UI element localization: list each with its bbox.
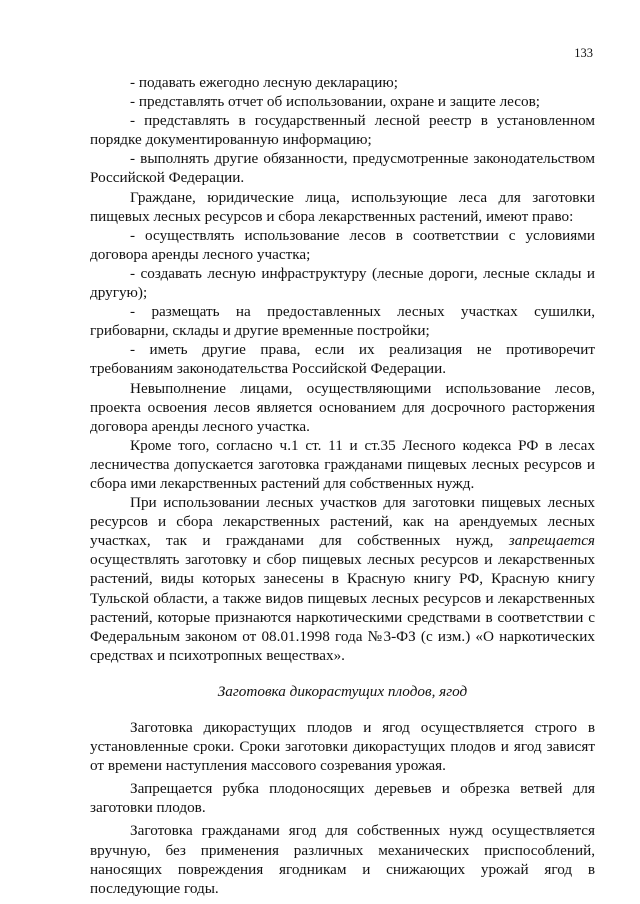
list-item-declaration: - подавать ежегодно лесную декларацию; (130, 74, 398, 91)
restriction-text-after: осуществлять заготовку и сбор пищевых лесных ресурсов и лекарственных растений, виды которых занесены в Красную книгу РФ, Красную книгу Тульской области, а также видов пищевых лесных ресурсов и лекарственных растений, которые признаются наркотическими средствами в соответствии с Федеральным законом от 08.01.1998 года №3-ФЗ (с изм.) «О наркотических средствах и психотропных веществах». (90, 551, 595, 664)
list-item-report: - представлять отчет об использовании, охране и защите лесов; (130, 93, 540, 111)
restriction-emphasis: запрещается (508, 532, 595, 550)
list-item-registry: - представлять в государственный лесной реестр в установленном порядке документированную информацию; (90, 112, 595, 149)
paragraph-restriction (90, 493, 595, 665)
paragraph-harvest-terms: Заготовка дикорастущих плодов и ягод осуществляется строго в установленные сроки. Сроки заготовки дикорастущих плодов и ягод зависят от времени наступления массового созревания урожая. (90, 719, 595, 775)
page-number: 133 (574, 46, 593, 60)
list-item-infrastructure: - создавать лесную инфраструктуру (лесные дороги, лесные склады и другую); (90, 264, 595, 302)
list-item-other-rights: - иметь другие права, если их реализация не противоречит требованиям законодательства Российской Федерации. (90, 341, 595, 378)
list-item-buildings: - размещать на предоставленных лесных участках сушилки, грибоварни, склады и другие временные постройки; (90, 303, 595, 340)
list-item-obligations: - выполнять другие обязанности, предусмотренные законодательством Российской Федерации. (90, 150, 595, 187)
paragraph-felling-ban: Запрещается рубка плодоносящих деревьев и обрезка ветвей для заготовки плодов. (90, 780, 595, 817)
paragraph-forest-code: Кроме того, согласно ч.1 ст. 11 и ст.35 Лесного кодекса РФ в лесах лесничества допускается заготовка гражданами пищевых лесных ресурсов и сбора ими лекарственных растений для собственных нужд. (90, 436, 595, 492)
paragraph-rights-intro: Граждане, юридические лица, использующие леса для заготовки пищевых лесных ресурсов и сбора лекарственных растений, имеют право: (90, 188, 595, 225)
restriction-text-before: При использовании лесных участков для заготовки пищевых лесных ресурсов и сбора лекарственных растений, как на арендуемых лесных участках, так и гражданами для собственных нужд, (90, 494, 595, 550)
paragraph-termination: Невыполнение лицами, осуществляющими использование лесов, проекта освоения лесов является основанием для досрочного расторжения договора аренды лесного участка. (90, 379, 595, 435)
section-title: Заготовка дикорастущих плодов, ягод (217, 682, 468, 700)
list-item-lease-use: - осуществлять использование лесов в соответствии с условиями договора аренды лесного участка; (90, 226, 595, 263)
document-body (90, 73, 595, 898)
paragraph-manual-harvest: Заготовка гражданами ягод для собственных нужд осуществляется вручную, без применения различных механических приспособлений, наносящих повреждения ягодникам и снижающих урожай ягод в последующие годы. (90, 822, 595, 897)
